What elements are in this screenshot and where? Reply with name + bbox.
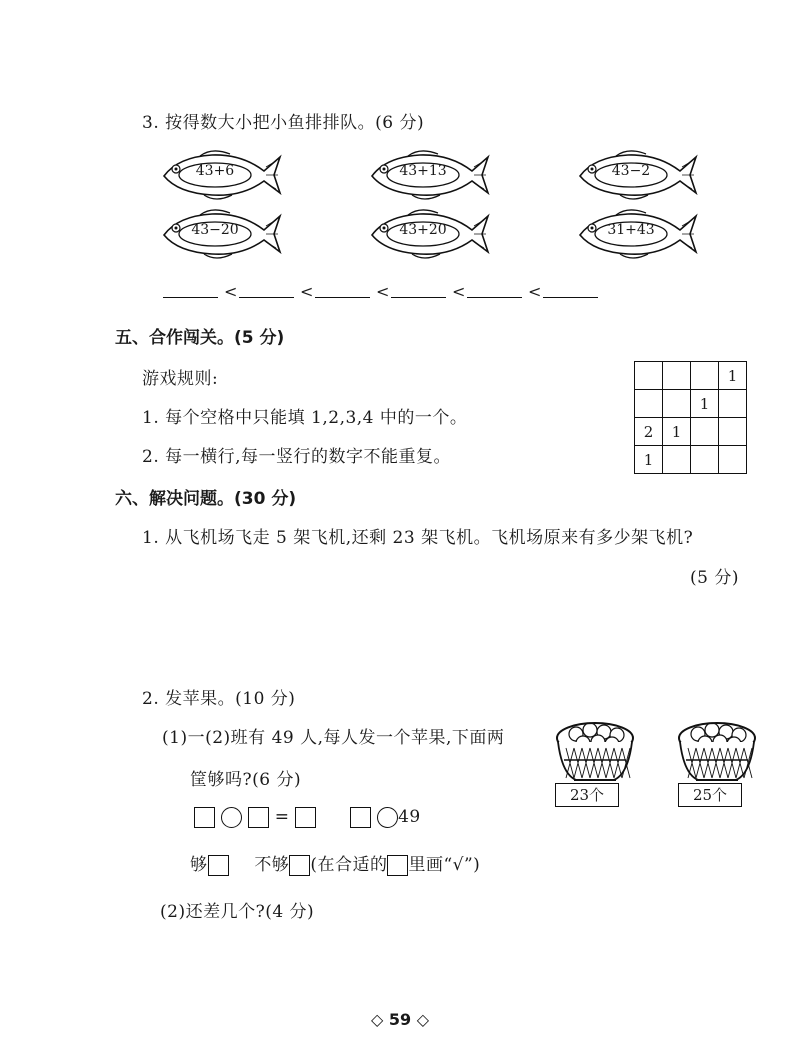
operator-circle[interactable] — [221, 807, 242, 828]
answer-box[interactable] — [248, 807, 269, 828]
q1-score: (5 分) — [690, 568, 739, 588]
hint-prefix: (在合适的 — [310, 855, 388, 875]
fish-expression: 43−20 — [191, 222, 239, 238]
q3-title: 3. 按得数大小把小鱼排排队。(6 分) — [142, 113, 425, 133]
answer-blank[interactable] — [391, 281, 446, 298]
grid-cell: 1 — [663, 418, 691, 446]
answer-blank[interactable] — [239, 281, 294, 298]
fish-expression: 43+20 — [399, 222, 447, 238]
q2-part1-line1: (1)一(2)班有 49 人,每人发一个苹果,下面两 — [162, 728, 505, 748]
grid-cell[interactable] — [663, 446, 691, 474]
grid-cell: 2 — [635, 418, 663, 446]
less-than-sign: < — [300, 282, 314, 301]
equation-row — [194, 807, 421, 828]
enough-label: 够 — [190, 855, 208, 875]
apple-basket-icon — [676, 716, 758, 786]
fish-card — [368, 147, 493, 203]
compare-circle[interactable] — [377, 807, 398, 828]
answer-box[interactable] — [350, 807, 371, 828]
fish-card — [576, 206, 701, 262]
hint-suffix: 里画“√”) — [408, 855, 481, 875]
fish-card — [576, 147, 701, 203]
answer-box[interactable] — [194, 807, 215, 828]
grid-cell[interactable] — [663, 362, 691, 390]
hint-box-icon — [387, 855, 408, 876]
fish-expression: 31+43 — [607, 222, 655, 238]
answer-box[interactable] — [295, 807, 316, 828]
fish-card — [160, 147, 285, 203]
not-enough-checkbox[interactable] — [289, 855, 310, 876]
rule-1: 1. 每个空格中只能填 1,2,3,4 中的一个。 — [142, 408, 468, 428]
sudoku-grid — [634, 361, 747, 474]
grid-cell: 1 — [635, 446, 663, 474]
grid-cell[interactable] — [719, 446, 747, 474]
grid-cell[interactable] — [663, 390, 691, 418]
less-than-sign: < — [224, 282, 238, 301]
answer-blank[interactable] — [543, 281, 598, 298]
grid-cell[interactable] — [635, 362, 663, 390]
less-than-sign: < — [528, 282, 542, 301]
grid-cell[interactable] — [691, 362, 719, 390]
not-enough-label: 不够 — [254, 855, 290, 875]
rule-2: 2. 每一横行,每一竖行的数字不能重复。 — [142, 447, 452, 467]
grid-cell[interactable] — [691, 418, 719, 446]
grid-cell[interactable] — [719, 390, 747, 418]
apple-basket-icon — [554, 716, 636, 786]
q2-part1-line2: 筐够吗?(6 分) — [190, 770, 302, 790]
grid-cell[interactable] — [635, 390, 663, 418]
less-than-sign: < — [452, 282, 466, 301]
section-5-title: 五、合作闯关。(5 分) — [115, 328, 285, 348]
enough-row — [190, 850, 480, 876]
q2-title: 2. 发苹果。(10 分) — [142, 689, 296, 709]
section-6-title: 六、解决问题。(30 分) — [115, 489, 297, 509]
answer-blank[interactable] — [315, 281, 370, 298]
q2-part2: (2)还差几个?(4 分) — [160, 902, 315, 922]
fish-expression: 43+13 — [399, 163, 447, 179]
fish-card — [160, 206, 285, 262]
rules-title: 游戏规则: — [142, 369, 219, 389]
number-49: 49 — [398, 807, 421, 827]
less-than-sign: < — [376, 282, 390, 301]
enough-checkbox[interactable] — [208, 855, 229, 876]
grid-cell: 1 — [719, 362, 747, 390]
fish-expression: 43−2 — [611, 163, 651, 179]
basket-label-23: 23个 — [555, 783, 619, 807]
answer-blank[interactable] — [467, 281, 522, 298]
fish-card — [368, 206, 493, 262]
grid-cell[interactable] — [719, 418, 747, 446]
page-number: ◇ 59 ◇ — [370, 1010, 429, 1029]
grid-cell: 1 — [691, 390, 719, 418]
grid-cell[interactable] — [691, 446, 719, 474]
fish-expression: 43+6 — [195, 163, 235, 179]
q1-text: 1. 从飞机场飞走 5 架飞机,还剩 23 架飞机。飞机场原来有多少架飞机? — [142, 528, 694, 548]
answer-blank[interactable] — [163, 281, 218, 298]
basket-label-25: 25个 — [678, 783, 742, 807]
equals-sign: = — [274, 807, 290, 827]
